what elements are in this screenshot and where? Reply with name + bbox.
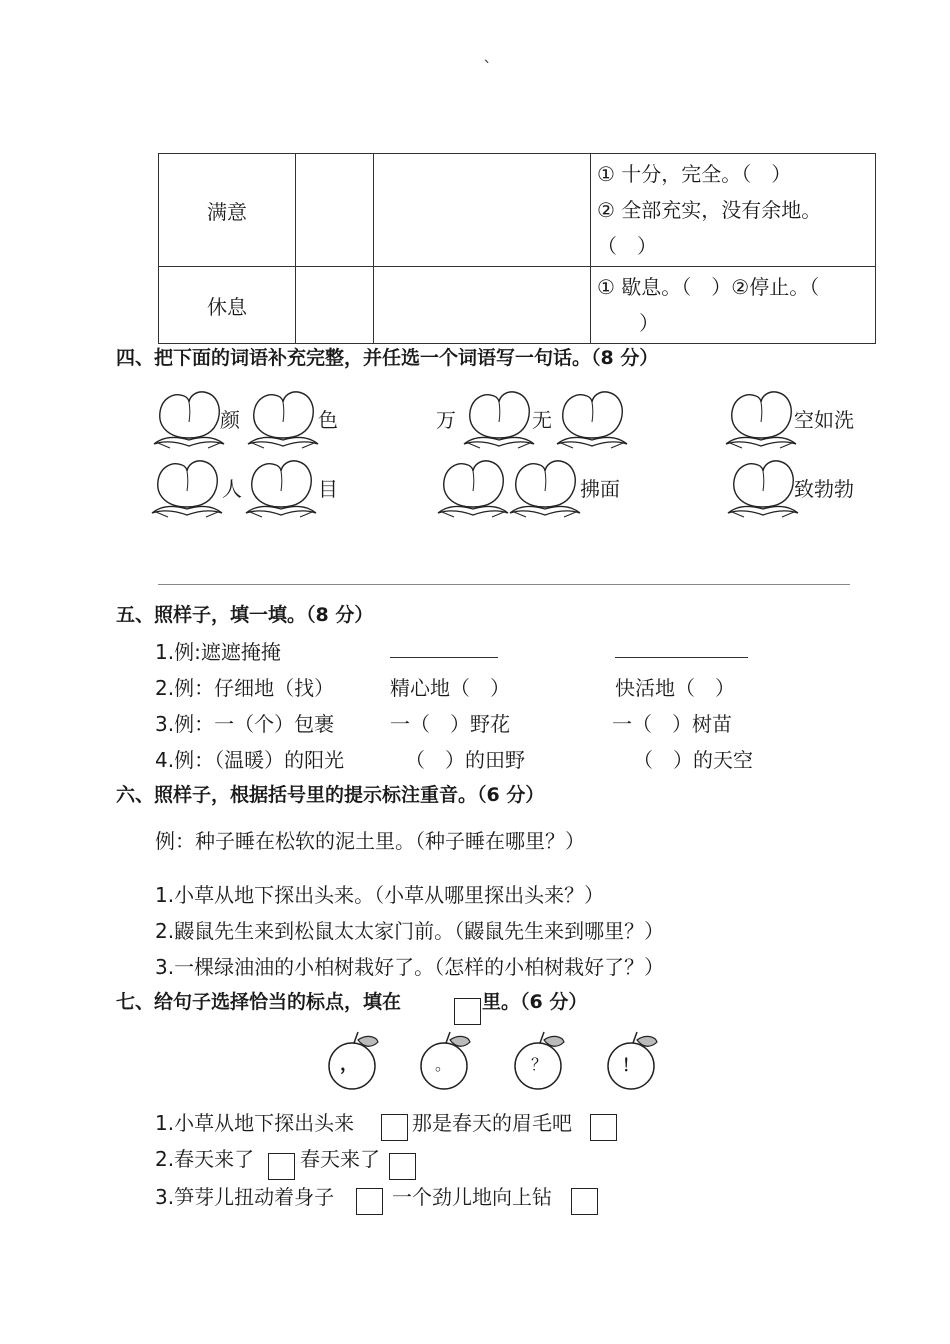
table-word: 休息 [159,267,296,344]
section4-title: 四、把下面的词语补充完整，并任选一个词语写一句话。（8 分） [116,347,659,369]
exercise-example: 3.例：一（个）包裹 [155,712,335,736]
punctuation-sentence: 2.春天来了 [155,1147,255,1171]
peach-blank[interactable] [553,388,631,450]
answer-box[interactable] [356,1188,383,1215]
answer-box-sample [454,998,481,1025]
meaning-line: ② 全部充实，没有余地。 [597,198,822,222]
exercise-example: 4.例：（温暖）的阳光 [155,748,345,772]
idiom-text: 拂面 [580,477,620,501]
answer-box[interactable] [381,1114,408,1141]
punctuation-sentence: 一个劲儿地向上钻 [392,1185,552,1209]
exercise-item: （ ）的田野 [405,748,525,772]
meaning-line: ① 歇息。（ ）②停止。（ [597,275,820,299]
stress-item: 3.一棵绿油油的小柏树栽好了。（怎样的小柏树栽好了？） [155,955,665,979]
punctuation-fruit [508,1028,578,1092]
section7-title-a: 七、给句子选择恰当的标点，填在 [116,991,402,1013]
answer-box[interactable] [590,1114,617,1141]
idiom-text: 致勃勃 [794,477,854,501]
punctuation-mark: 。 [435,1055,452,1074]
idiom-char: 色 [318,408,338,432]
exercise-item: 快活地（ ） [615,676,735,700]
exercise-example: 2.例：仔细地（找） [155,676,335,700]
top-mark: ` [483,58,492,79]
peach-blank[interactable] [460,388,538,450]
meaning-line: ① 十分，完全。（ ） [597,162,792,186]
sentence-answer-line[interactable] [158,584,850,585]
exercise-item: 一（ ）野花 [390,712,510,736]
table-row [159,267,876,344]
meaning-cell [591,154,876,267]
stress-item: 1.小草从地下探出头来。（小草从哪里探出头来？） [155,883,605,907]
section5-title: 五、照样子，填一填。（8 分） [116,604,374,626]
punctuation-sentence: 春天来了 [300,1147,380,1171]
idiom-text: 空如洗 [794,408,854,432]
punctuation-sentence: 3.笋芽儿扭动着身子 [155,1185,335,1209]
answer-blank[interactable] [390,657,498,658]
exercise-line: 1.例:遮遮掩掩 [155,640,281,664]
idiom-char: 无 [532,408,552,432]
table-word: 满意 [159,154,296,267]
section7-title-b: 里。（6 分） [482,991,588,1013]
peach-blank[interactable] [722,388,800,450]
punctuation-mark: ？ [531,1055,548,1074]
punctuation-fruit [414,1028,484,1092]
meaning-cell [591,267,876,344]
section6-title: 六、照样子，根据括号里的提示标注重音。（6 分） [116,784,545,806]
idiom-char: 人 [222,477,242,501]
punctuation-fruit [322,1028,392,1092]
punctuation-sentence: 1.小草从地下探出头来 [155,1111,355,1135]
answer-cell[interactable] [374,267,591,344]
answer-cell[interactable] [374,154,591,267]
punctuation-mark: ！ [622,1056,639,1076]
exercise-item: 一（ ）树苗 [612,712,732,736]
peach-blank[interactable] [244,388,322,450]
exercise-item: （ ）的天空 [633,748,753,772]
exercise-item: 精心地（ ） [390,676,510,700]
idiom-char: 万 [436,408,456,432]
peach-blank[interactable] [724,457,802,519]
punctuation-sentence: 那是春天的眉毛吧 [412,1111,572,1135]
meaning-line: （ ） [597,234,657,258]
stress-item: 2.鼹鼠先生来到松鼠太太家门前。（鼹鼠先生来到哪里？） [155,919,665,943]
meaning-line: ） [619,311,659,335]
table-row [159,154,876,267]
punctuation-mark: ， [340,1054,358,1075]
answer-cell[interactable] [296,267,374,344]
peach-blank[interactable] [434,457,512,519]
peach-blank[interactable] [506,457,584,519]
peach-blank[interactable] [242,457,320,519]
peach-blank[interactable] [148,457,226,519]
answer-box[interactable] [389,1153,416,1180]
idiom-char: 颜 [220,408,240,432]
word-meaning-table [158,153,876,344]
answer-cell[interactable] [296,154,374,267]
stress-example: 例：种子睡在松软的泥土里。（种子睡在哪里？） [155,829,585,853]
answer-box[interactable] [571,1188,598,1215]
idiom-char: 目 [318,477,338,501]
peach-blank[interactable] [150,388,228,450]
punctuation-fruit [601,1028,671,1092]
answer-box[interactable] [268,1153,295,1180]
answer-blank[interactable] [615,657,748,658]
